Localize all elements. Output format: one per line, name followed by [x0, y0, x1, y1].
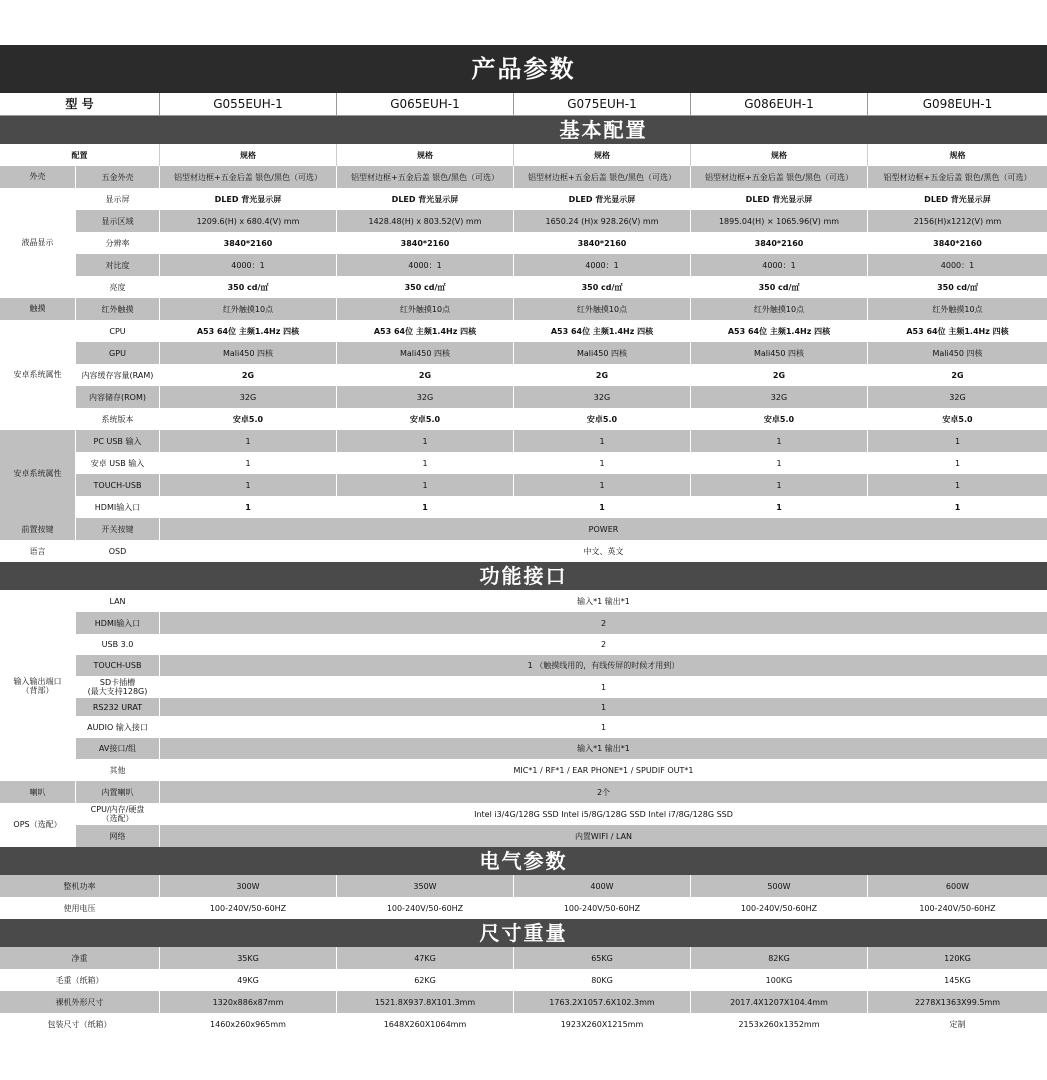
spec-row [76, 496, 1047, 518]
spec-value: 1 [691, 452, 868, 474]
io-row [76, 759, 1047, 781]
spec-value: DLED 背光显示屏 [337, 188, 514, 210]
param-value: 35KG [160, 947, 337, 969]
spec-value: 3840*2160 [933, 238, 982, 248]
spec-row [76, 232, 1047, 254]
spec-value: 安卓5.0 [942, 414, 973, 424]
spec-value: 2G [160, 364, 337, 386]
ops-group [0, 803, 1047, 847]
group-rows [76, 320, 1047, 430]
group-label: 液晶显示 [0, 188, 76, 298]
model-label: 型 号 [0, 93, 160, 115]
model-name: G075EUH-1 [514, 93, 691, 115]
speaker-row [0, 781, 1047, 803]
spec-value: Mali450 四核 [932, 348, 983, 358]
spec-name: 亮度 [76, 276, 160, 298]
spec-row [76, 210, 1047, 232]
param-value: 47KG [337, 947, 514, 969]
group-rows [76, 590, 1047, 781]
param-name: 使用电压 [0, 897, 160, 919]
spec-value: A53 64位 主频1.4Hz 四核 [337, 320, 514, 342]
spec-value: 4000：1 [337, 254, 514, 276]
spec-row [76, 276, 1047, 298]
spec-value: 1 [160, 452, 337, 474]
spec-value: 1 [514, 430, 691, 452]
io-row [76, 676, 1047, 698]
spec-header: 规格 [949, 150, 966, 160]
spec-value: 铝型材边框+五金后盖 银色/黑色（可选） [337, 166, 514, 188]
spec-value: 32G [514, 386, 691, 408]
spec-value: 1428.48(H) x 803.52(V) mm [337, 210, 514, 232]
io-value: MIC*1 / RF*1 / EAR PHONE*1 / SPUDIF OUT*1 [513, 765, 694, 775]
io-row [76, 634, 1047, 655]
spec-name: 开关按键 [76, 518, 160, 540]
spec-name: 内容缓存容量(RAM) [76, 364, 160, 386]
param-row [0, 1013, 1047, 1035]
spec-value: 2G [337, 364, 514, 386]
spec-value: POWER [588, 524, 619, 534]
spec-value: 1 [337, 474, 514, 496]
spec-value: A53 64位 主频1.4Hz 四核 [514, 320, 691, 342]
param-value: 120KG [944, 953, 971, 963]
spec-value: 350 cd/㎡ [937, 282, 978, 292]
param-name: 毛重（纸箱） [0, 969, 160, 991]
io-value: 1 [600, 722, 607, 732]
spec-name: 五金外壳 [76, 166, 160, 188]
config-header: 配置 [0, 144, 160, 166]
section-title: 电气参数 [0, 847, 1047, 875]
spec-value: 安卓5.0 [514, 408, 691, 430]
group-label: 语言 [0, 540, 76, 562]
io-name: RS232 URAT [76, 698, 160, 716]
spec-name: CPU [76, 320, 160, 342]
section-title: 基本配置 [160, 116, 1047, 144]
spec-row [76, 364, 1047, 386]
io-name: 内置喇叭 [76, 781, 160, 803]
param-value: 145KG [944, 975, 971, 985]
param-value: 350W [337, 875, 514, 897]
param-name: 裸机外形尺寸 [0, 991, 160, 1013]
spec-value: 4000：1 [514, 254, 691, 276]
spec-value: DLED 背光显示屏 [691, 188, 868, 210]
spec-value: 3840*2160 [160, 232, 337, 254]
param-value: 100-240V/50-60HZ [337, 897, 514, 919]
spec-name: 分辨率 [76, 232, 160, 254]
section-title: 尺寸重量 [0, 919, 1047, 947]
io-name: LAN [76, 590, 160, 612]
group-label: 安卓系统属性 [0, 320, 76, 430]
section-elec [0, 847, 1047, 875]
span-row [0, 518, 1047, 540]
param-value: 500W [691, 875, 868, 897]
io-value: 2 [600, 640, 607, 649]
spec-value: Mali450 四核 [337, 342, 514, 364]
spec-value: 1 [337, 452, 514, 474]
model-name: G086EUH-1 [691, 93, 868, 115]
io-name: 网络 [76, 825, 160, 847]
spec-row [76, 430, 1047, 452]
spec-value: Mali450 四核 [514, 342, 691, 364]
spec-value: 安卓5.0 [337, 408, 514, 430]
spec-row [76, 254, 1047, 276]
spec-row [76, 166, 1047, 188]
spec-value: 1 [514, 496, 691, 518]
io-value: 输入*1 输出*1 [577, 596, 630, 606]
io-group [0, 590, 1047, 781]
spec-name: 红外触摸 [76, 298, 160, 320]
group-label: OPS（选配） [0, 803, 76, 847]
param-value: 100-240V/50-60HZ [160, 897, 337, 919]
spec-row [76, 342, 1047, 364]
io-value: 内置WIFI / LAN [574, 831, 633, 841]
param-value: 82KG [691, 947, 868, 969]
spec-value: 2G [691, 364, 868, 386]
spec-value: 1 [691, 496, 868, 518]
io-row [76, 612, 1047, 634]
spec-value: 1 [954, 436, 961, 446]
io-value: 1 （触摸线用的，有线传屏的时候才用到） [527, 661, 680, 670]
param-value: 1460x260x965mm [160, 1013, 337, 1035]
spec-header: 规格 [514, 144, 691, 166]
param-name: 包装尺寸（纸箱） [0, 1013, 160, 1035]
param-value: 1521.8X937.8X101.3mm [337, 991, 514, 1013]
group-rows [76, 430, 1047, 518]
spec-value: 铝型材边框+五金后盖 银色/黑色（可选） [514, 166, 691, 188]
spec-value: Mali450 四核 [691, 342, 868, 364]
param-value: 2017.4X1207X104.4mm [691, 991, 868, 1013]
spec-row [76, 188, 1047, 210]
spec-name: TOUCH-USB [76, 474, 160, 496]
param-row [0, 947, 1047, 969]
spec-group [0, 430, 1047, 518]
group-rows [76, 803, 1047, 847]
spec-value: 铝型材边框+五金后盖 银色/黑色（可选） [691, 166, 868, 188]
spec-value: DLED 背光显示屏 [160, 188, 337, 210]
spec-value: A53 64位 主频1.4Hz 四核 [906, 326, 1009, 336]
spec-value: 1 [337, 430, 514, 452]
param-value: 300W [160, 875, 337, 897]
group-label: 输入输出端口 （背部） [0, 590, 76, 781]
section-basic [0, 116, 1047, 144]
spec-value: 3840*2160 [514, 232, 691, 254]
spec-value: 4000：1 [160, 254, 337, 276]
group-label: 喇叭 [0, 781, 76, 803]
spec-value: 1 [691, 474, 868, 496]
group-label: 安卓系统属性 [0, 430, 76, 518]
param-value: 80KG [514, 969, 691, 991]
spec-name: 显示屏 [76, 188, 160, 210]
function-interface-table [0, 590, 1047, 847]
spec-value: 350 cd/㎡ [691, 276, 868, 298]
page-title: 产品参数 [0, 45, 1047, 93]
param-value: 100-240V/50-60HZ [514, 897, 691, 919]
spec-value: 32G [949, 392, 966, 402]
spec-name: 系统版本 [76, 408, 160, 430]
model-name: G098EUH-1 [922, 96, 993, 111]
spec-value: 1 [691, 430, 868, 452]
spec-value: 350 cd/㎡ [160, 276, 337, 298]
io-value: 1 [600, 702, 607, 712]
io-row [76, 738, 1047, 759]
io-name: USB 3.0 [76, 634, 160, 655]
spec-sheet [0, 45, 1047, 1035]
spec-value: 红外触摸10点 [160, 298, 337, 320]
io-name: 其他 [76, 759, 160, 781]
basic-header-row [0, 144, 1047, 166]
group-label: 外壳 [0, 166, 76, 188]
io-row [76, 590, 1047, 612]
param-value: 62KG [337, 969, 514, 991]
param-value: 2153x260x1352mm [691, 1013, 868, 1035]
param-value: 100-240V/50-60HZ [691, 897, 868, 919]
spec-value: A53 64位 主频1.4Hz 四核 [691, 320, 868, 342]
param-value: 1763.2X1057.6X102.3mm [514, 991, 691, 1013]
io-name: AV接口/组 [76, 738, 160, 759]
param-name: 净重 [0, 947, 160, 969]
io-name: TOUCH-USB [76, 655, 160, 676]
param-row [0, 969, 1047, 991]
spec-name: 对比度 [76, 254, 160, 276]
spec-value: 32G [691, 386, 868, 408]
spec-group [0, 298, 1047, 320]
spec-group [0, 320, 1047, 430]
spec-value: 红外触摸10点 [932, 304, 983, 314]
spec-value: 铝型材边框+五金后盖 银色/黑色（可选） [883, 172, 1032, 182]
spec-value: 1 [160, 474, 337, 496]
spec-value: 红外触摸10点 [691, 298, 868, 320]
electrical-table [0, 875, 1047, 919]
param-row [0, 897, 1047, 919]
spec-name: 安卓 USB 输入 [76, 452, 160, 474]
param-value: 49KG [160, 969, 337, 991]
io-name: AUDIO 输入接口 [76, 716, 160, 738]
spec-value: 32G [337, 386, 514, 408]
spec-value: 3840*2160 [337, 232, 514, 254]
io-row [76, 698, 1047, 716]
group-label: 触摸 [0, 298, 76, 320]
spec-value: 350 cd/㎡ [514, 276, 691, 298]
spec-value: 32G [160, 386, 337, 408]
spec-value: 4000：1 [691, 254, 868, 276]
model-row [0, 93, 1047, 116]
spec-value: 1895.04(H) × 1065.96(V) mm [691, 210, 868, 232]
spec-group [0, 166, 1047, 188]
spec-value: 1 [514, 474, 691, 496]
basic-config-table [0, 144, 1047, 562]
spec-value: 1 [514, 452, 691, 474]
param-value: 600W [945, 881, 970, 891]
io-value: 输入*1 输出*1 [577, 744, 630, 753]
model-name: G055EUH-1 [160, 93, 337, 115]
param-value: 100KG [691, 969, 868, 991]
spec-row [76, 298, 1047, 320]
param-row [0, 875, 1047, 897]
spec-value: DLED 背光显示屏 [924, 194, 991, 204]
param-value: 1648X260X1064mm [337, 1013, 514, 1035]
param-value: 100-240V/50-60HZ [919, 903, 996, 913]
spec-row [76, 474, 1047, 496]
spec-row [76, 386, 1047, 408]
section-func [0, 562, 1047, 590]
spec-value: 1209.6(H) x 680.4(V) mm [160, 210, 337, 232]
spec-name: HDMI输入口 [76, 496, 160, 518]
group-rows [76, 166, 1047, 188]
spec-value: 中文、英文 [583, 546, 624, 556]
spec-header: 规格 [337, 144, 514, 166]
param-value: 1320x886x87mm [160, 991, 337, 1013]
spec-value: 350 cd/㎡ [337, 276, 514, 298]
io-row [76, 655, 1047, 676]
spec-header: 规格 [160, 144, 337, 166]
param-name: 整机功率 [0, 875, 160, 897]
spec-value: 1 [160, 430, 337, 452]
spec-value: Mali450 四核 [160, 342, 337, 364]
group-rows [76, 188, 1047, 298]
spec-name: OSD [76, 540, 160, 562]
spec-value: 安卓5.0 [691, 408, 868, 430]
param-value: 定制 [949, 1019, 966, 1029]
param-value: 65KG [514, 947, 691, 969]
size-weight-table [0, 947, 1047, 1035]
span-row [0, 540, 1047, 562]
spec-value: 2G [514, 364, 691, 386]
spec-value: 1 [160, 496, 337, 518]
spec-value: 1 [954, 458, 961, 468]
section-title: 功能接口 [0, 562, 1047, 590]
param-row [0, 991, 1047, 1013]
spec-value: 4000：1 [940, 260, 975, 270]
spec-name: PC USB 输入 [76, 430, 160, 452]
io-value: 2 [600, 618, 607, 628]
spec-value: 1650.24 (H)x 928.26(V) mm [514, 210, 691, 232]
ops-row [76, 803, 1047, 825]
spec-name: 内容储存(ROM) [76, 386, 160, 408]
spec-row [76, 320, 1047, 342]
spec-name: GPU [76, 342, 160, 364]
param-value: 1923X260X1215mm [514, 1013, 691, 1035]
spec-value: 红外触摸10点 [337, 298, 514, 320]
spec-value: DLED 背光显示屏 [514, 188, 691, 210]
spec-name: 显示区域 [76, 210, 160, 232]
spec-row [76, 408, 1047, 430]
spec-value: 安卓5.0 [160, 408, 337, 430]
spec-value: 红外触摸10点 [514, 298, 691, 320]
spec-value: A53 64位 主频1.4Hz 四核 [160, 320, 337, 342]
spec-value: 3840*2160 [691, 232, 868, 254]
param-value: 2278X1363X99.5mm [914, 997, 1001, 1007]
spec-value: 1 [337, 496, 514, 518]
io-row [76, 716, 1047, 738]
ops-row [76, 825, 1047, 847]
model-name: G065EUH-1 [337, 93, 514, 115]
spec-value: 1 [954, 502, 961, 512]
spec-value: 1 [954, 480, 961, 490]
section-size [0, 919, 1047, 947]
group-rows [76, 298, 1047, 320]
spec-group [0, 188, 1047, 298]
spec-value: 铝型材边框+五金后盖 银色/黑色（可选） [160, 166, 337, 188]
spec-header: 规格 [691, 144, 868, 166]
io-name: CPU/内存/硬盘 （选配） [76, 803, 160, 825]
spec-row [76, 452, 1047, 474]
io-name: SD卡插槽 (最大支持128G) [76, 676, 160, 698]
param-value: 400W [514, 875, 691, 897]
io-value: 2个 [596, 787, 611, 797]
group-label: 前置按键 [0, 518, 76, 540]
io-value: 1 [600, 682, 607, 692]
io-name: HDMI输入口 [76, 612, 160, 634]
io-value: Intel i3/4G/128G SSD Intel i5/8G/128G SSD Intel i7/8G/128G SSD [474, 809, 733, 819]
spec-value: 2G [951, 370, 964, 380]
spec-value: 2156(H)x1212(V) mm [913, 216, 1002, 226]
